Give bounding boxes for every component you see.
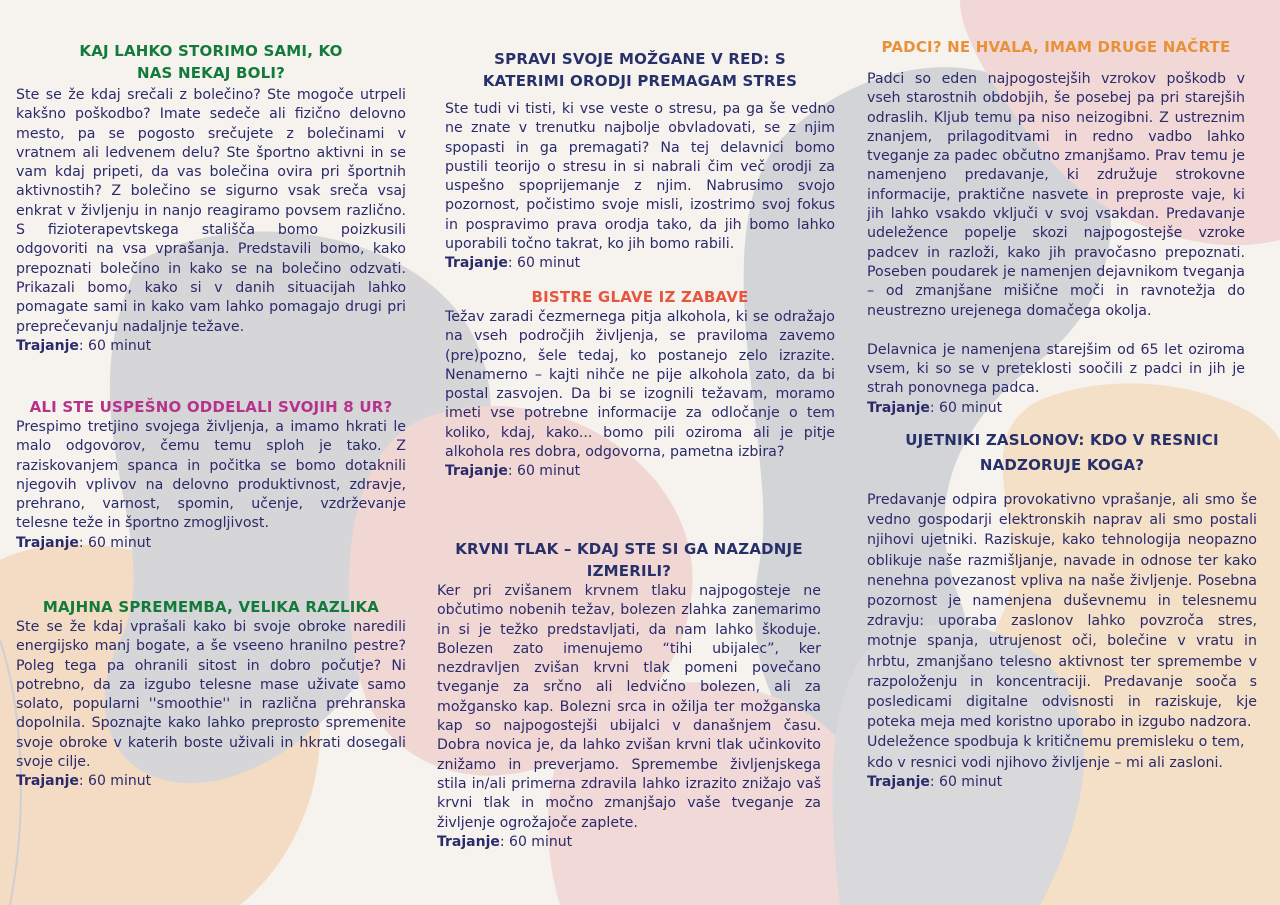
duration-label: Trajanje: [437, 833, 500, 850]
duration-value: : 60 minut: [78, 773, 152, 790]
section-body: Ste se že kdaj vprašali kako bi svoje obroke naredili energijsko manj bogate, a še vseeno hranilno pestre? Poleg tega pa ohranili sitost in dobro počutje? Ni potrebno, da za izgubo telesne mase uživate samo solato, popularni ''smoothie'' in različna prehranska dopolnila. Spoznajte kako lahko preprosto spremenite svoje obroke v katerih boste uživali in hkrati dosegali svoje cilje.: [16, 619, 406, 771]
duration: [867, 773, 1257, 792]
section-pain: [16, 40, 406, 356]
duration-value: : 60 minut: [929, 773, 1003, 790]
section-screens: [867, 428, 1257, 792]
section-body: Ste tudi vi tisti, ki vse veste o stresu, pa ga še vedno ne znate v trenutku najbolje obvladovati, se z njim spopasti in ga premagati? Na tej delavnici bomo pustili teorijo o stresu in si nabrali čim več orodji za uspešno spoprijemanje z njim. Nabrusimo svojo pozornost, počistimo svoje misli, izostrimo svoj fokus in pospravimo prava orodja tako, da jih bomo lahko uporabili točno takrat, ko jih bomo rabili.: [445, 101, 835, 253]
duration-value: : 60 minut: [507, 463, 581, 480]
section-title: BISTRE GLAVE IZ ZABAVE: [531, 288, 749, 306]
section-title: [867, 428, 1257, 478]
section-title: KAJ LAHKO STORIMO SAMI, KO NAS NEKAJ BOLI?: [79, 42, 343, 82]
duration-label: Trajanje: [16, 534, 79, 551]
duration-label: Trajanje: [867, 399, 930, 416]
section-body: Prespimo tretjino svojega življenja, a imamo hkrati le malo odgovorov, čemu temu sploh je tako. Z raziskovanjem spanca in počitka se bomo dotaknili njegovih vplivov na delovno produktivnost, zdravje, prehrano, varnost, spomin, učenje, vzdrževanje telesne teže in športno zmogljivost.: [16, 419, 406, 532]
section-alcohol: [445, 286, 835, 481]
duration: [16, 772, 406, 791]
duration-label: Trajanje: [16, 337, 79, 354]
section-body-2: Delavnica je namenjena starejšim od 65 let oziroma vsem, ki so se v preteklosti soočili z padci in jih je strah ponovnega padca.: [867, 341, 1245, 397]
section-body: Ker pri zvišanem krvnem tlaku najpogosteje ne občutimo nobenih težav, bolezen zlahka zanemarimo in si je težko predstavljati, da nam lahko škoduje. Bolezen zato imenujemo “tihi ubijalec”, ker nezdravljen zvišan krvni tlak pomeni povečano tveganje za srčno ali ledvično bolezen, ali za možgansko kap. Bolezni srca in ožilja ter možganska kap so najpogostejši ubijalci v današnjem času. Dobra novica je, da lahko zvišan krvni tlak učinkovito znižamo in preverjamo. Spremembe življenjskega stila in/ali primerna zdravila lahko izrazito znižajo vaš krvni tlak in močno zmanjšajo vaše tveganje za življenje ogrožajoče zaplete.: [437, 583, 821, 831]
duration-label: Trajanje: [867, 773, 930, 790]
section-body: Težav zaradi čezmernega pitja alkohola, ki se odražajo na vseh področjih življenja, se praviloma zavemo (pre)pozno, šele tedaj, ko postanejo zelo izrazite. Nenamerno – kajti nihče ne pije alkohola zato, da bi postal zasvojen. Da bi se izognili težavam, moramo imeti vse potrebne informacije za odločanje o tem koliko, kdaj, kako... bomo pili oziroma ali je pitje alkohola res dobra, odgovorna, pametna izbira?: [445, 309, 835, 461]
section-title: ALI STE USPEŠNO ODDELALI SVOJIH 8 UR?: [29, 398, 393, 416]
duration-value: : 60 minut: [78, 534, 152, 551]
duration-value: : 60 minut: [78, 337, 152, 354]
duration-value: : 60 minut: [507, 255, 581, 272]
section-body: Padci so eden najpogostejših vzrokov poškodb v vseh starostnih obdobjih, še posebej pa pri starejših odraslih. Kljub temu pa niso neizogibni. Z ustreznim znanjem, prilagoditvami in redno vadbo lahko tveganje za padec občutno zmanjšamo. Prav temu je namenjeno predavanje, ki združuje strokovne informacije, praktične nasvete in preproste vaje, ki jih lahko vsakdo vključi v svoj vsakdan. Predavanje udeležence popelje skozi najpogostejše vzroke padcev in razloži, kako jih pravočasno prepoznati. Poseben poudarek je namenjen dejavnikom tveganja – od zmanjšane mišične moči in ravnotežja do neustrezno urejenega domačega okolja.: [867, 71, 1245, 319]
duration: [445, 462, 835, 481]
section-body: Ste se že kdaj srečali z bolečino? Ste mogoče utrpeli kakšno poškodbo? Imate sedeče ali fizično delovno mesto, pa se pogosto srečujete z bolečinami v vratnem ali ledvenem delu? Ste športno aktivni in se vam kdaj pripeti, da vas bolečina ovira pri športnih aktivnostih? Z bolečino se sigurno vsak sreča vsaj enkrat v življenju in nanjo reagiramo povsem različno. S fizioterapevtskega stališča bomo poizkusili odgovoriti na vsa vprašanja. Predstavili bomo, kako prepoznati bolečino in kako se na bolečino odzvati. Prikazali bomo, kako si v danih situacijah lahko pomagate sami in kako vam lahko pomagajo drugi pri preprečevanju nadaljnje težave.: [16, 87, 406, 335]
section-blood-pressure: [437, 538, 821, 852]
duration-label: Trajanje: [445, 255, 508, 272]
section-title: PADCI? NE HVALA, IMAM DRUGE NAČRTE: [881, 38, 1231, 56]
section-falls: [867, 36, 1245, 418]
duration: [16, 337, 406, 356]
section-nutrition: [16, 596, 406, 791]
duration-value: : 60 minut: [929, 399, 1003, 416]
section-title: SPRAVI SVOJE MOŽGANE V RED: S KATERIMI ORODJI PREMAGAM STRES: [482, 50, 798, 90]
section-title: KRVNI TLAK – KDAJ STE SI GA NAZADNJE IZMERILI?: [455, 540, 803, 580]
section-title: MAJHNA SPREMEMBA, VELIKA RAZLIKA: [42, 598, 380, 616]
duration: [437, 833, 821, 852]
duration: [867, 399, 1245, 418]
section-body: Predavanje odpira provokativno vprašanje, ali smo še vedno gospodarji elektronskih naprav ali smo postali njihovi ujetniki. Raziskuje, kako tehnologija neopazno oblikuje naše razmišljanje, navade in odnose ter kako nenehna povezanost vpliva na naše življenje. Posebna pozornost je namenjena duševnemu in telesnemu zdravju: uporaba zaslonov lahko povzroča stres, motnje spanja, utrujenost oči, bolečine v vratu in hrbtu, zmanjšano telesno aktivnost ter spremembe v razpoloženju in koncentraciji. Predavanje sooča s posledicami digitalne odvisnosti in raziskuje, kje poteka meja med koristno uporabo in izgubo nadzora.: [867, 492, 1257, 731]
duration: [445, 254, 835, 273]
duration-label: Trajanje: [16, 773, 79, 790]
section-stress: [445, 48, 835, 273]
duration: [16, 534, 406, 553]
duration-label: Trajanje: [445, 463, 508, 480]
section-sleep: [16, 396, 406, 553]
section-title-line-2: NADZORUJE KOGA?: [979, 456, 1145, 474]
section-title-line-1: UJETNIKI ZASLONOV: KDO V RESNICI: [905, 431, 1219, 449]
section-body-2: Udeležence spodbuja k kritičnemu premisleku o tem, kdo v resnici vodi njihovo življenje – mi ali zasloni.: [867, 734, 1245, 771]
duration-value: : 60 minut: [499, 833, 573, 850]
